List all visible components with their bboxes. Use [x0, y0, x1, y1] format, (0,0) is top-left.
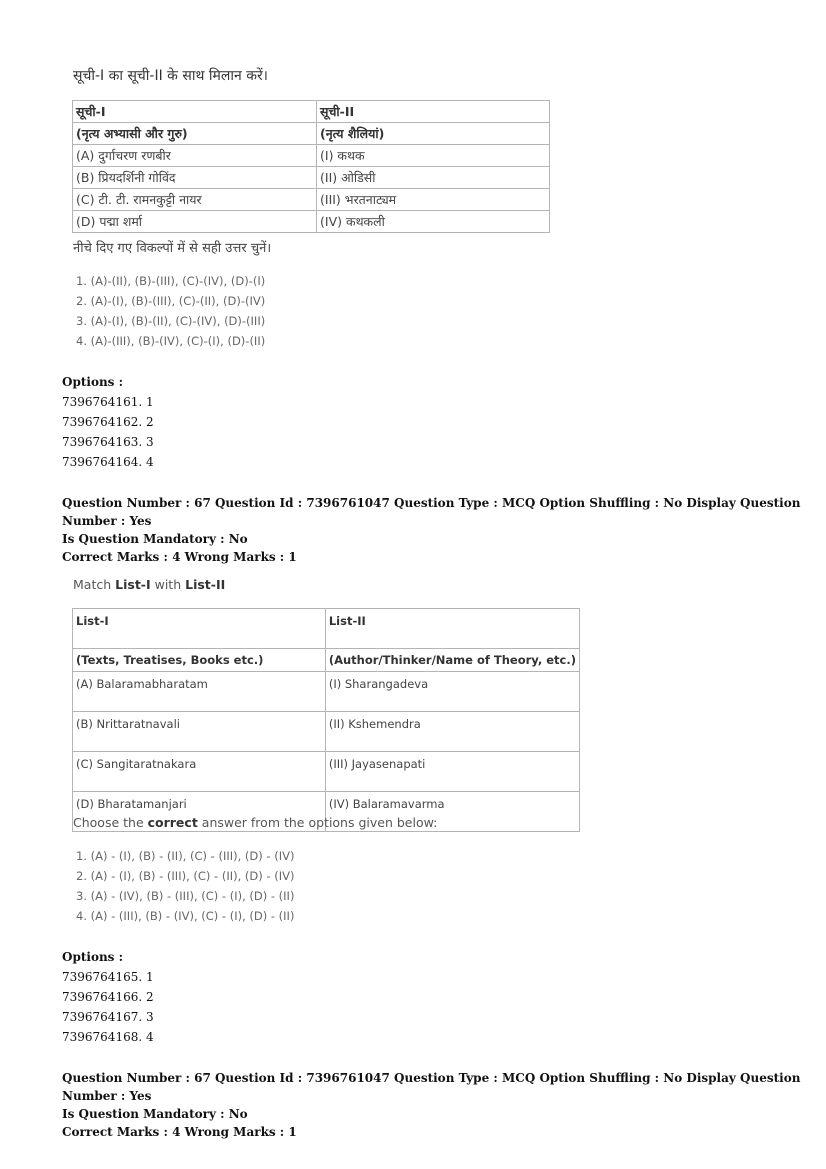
- table-cell: (III) Jayasenapati: [325, 752, 579, 792]
- instruction-emphasis: correct: [147, 815, 198, 830]
- table-row: [73, 145, 550, 167]
- question-2-title: [73, 577, 225, 592]
- question-meta-line: Question Number : 67 Question Id : 7396761047 Question Type : MCQ Option Shuffling : No Display Question Number : Yes: [62, 1071, 801, 1103]
- option-item: 7396764167. 3: [62, 1010, 154, 1024]
- table-header-cell: List-II: [325, 609, 579, 649]
- question-meta-line: Question Number : 67 Question Id : 7396761047 Question Type : MCQ Option Shuffling : No Display Question Number : Yes: [62, 496, 801, 528]
- table-cell: (C) Sangitaratnakara: [73, 752, 326, 792]
- option-item: 7396764164. 4: [62, 455, 154, 469]
- title-list-1: List-I: [115, 577, 151, 592]
- table-cell: (A) Balaramabharatam: [73, 672, 326, 712]
- table-cell: (B) Nrittaratnavali: [73, 712, 326, 752]
- options-label: Options :: [62, 375, 124, 389]
- table-cell: (I) कथक: [317, 145, 550, 167]
- title-text: with: [150, 577, 186, 592]
- question-2-match-table: [72, 608, 580, 832]
- table-subheader-cell: (नृत्य अभ्यासी और गुरु): [73, 123, 317, 145]
- choice-item: 2. (A) - (I), (B) - (III), (C) - (II), (D) - (IV): [76, 869, 295, 883]
- table-cell: (B) प्रियदर्शिनी गोविंद: [73, 167, 317, 189]
- table-cell: (III) भरतनाट्यम: [317, 189, 550, 211]
- option-item: 7396764168. 4: [62, 1030, 154, 1044]
- table-cell: (I) Sharangadeva: [325, 672, 579, 712]
- question-1-options: [62, 372, 154, 472]
- choice-item: 4. (A) - (III), (B) - (IV), (C) - (I), (D) - (II): [76, 909, 295, 923]
- title-text: Match: [73, 577, 116, 592]
- table-cell: (D) Bharatamanjari: [73, 792, 326, 832]
- question-2-instruction: [73, 815, 437, 830]
- option-item: 7396764166. 2: [62, 990, 154, 1004]
- question-meta-2: [62, 1069, 826, 1141]
- question-1-instruction: नीचे दिए गए विकल्पों में से सही उत्तर चुनें।: [73, 241, 272, 256]
- question-2-choices: [76, 846, 294, 926]
- question-meta-line: Is Question Mandatory : No: [62, 532, 248, 546]
- table-row: [73, 189, 550, 211]
- table-header-cell: सूची-II: [317, 101, 550, 123]
- option-item: 7396764161. 1: [62, 395, 154, 409]
- table-header-cell: List-I: [73, 609, 326, 649]
- question-1-choices: [76, 271, 265, 351]
- table-header-cell: सूची-I: [73, 101, 317, 123]
- table-row: [73, 167, 550, 189]
- instruction-text: Choose the: [73, 815, 148, 830]
- question-1-title: सूची-I का सूची-II के साथ मिलान करें।: [73, 68, 268, 84]
- choice-item: 2. (A)-(I), (B)-(III), (C)-(II), (D)-(IV): [76, 294, 266, 308]
- table-cell: (IV) Balaramavarma: [325, 792, 579, 832]
- table-row: [73, 211, 550, 233]
- table-cell: (IV) कथकली: [317, 211, 550, 233]
- choice-item: 3. (A)-(I), (B)-(II), (C)-(IV), (D)-(III): [76, 314, 266, 328]
- table-cell: (C) टी. टी. रामनकुट्टी नायर: [73, 189, 317, 211]
- option-item: 7396764163. 3: [62, 435, 154, 449]
- choice-item: 3. (A) - (IV), (B) - (III), (C) - (I), (D) - (II): [76, 889, 295, 903]
- option-item: 7396764165. 1: [62, 970, 154, 984]
- question-meta-1: [62, 494, 826, 566]
- table-row: [73, 672, 580, 712]
- question-2-options: [62, 947, 154, 1047]
- option-item: 7396764162. 2: [62, 415, 154, 429]
- table-cell: (A) दुर्गाचरण रणबीर: [73, 145, 317, 167]
- options-label: Options :: [62, 950, 124, 964]
- choice-item: 4. (A)-(III), (B)-(IV), (C)-(I), (D)-(II): [76, 334, 266, 348]
- question-meta-line: Correct Marks : 4 Wrong Marks : 1: [62, 550, 297, 564]
- table-subheader-cell: (नृत्य शैलियां): [317, 123, 550, 145]
- choice-item: 1. (A)-(II), (B)-(III), (C)-(IV), (D)-(I): [76, 274, 266, 288]
- title-list-2: List-II: [185, 577, 226, 592]
- question-meta-line: Correct Marks : 4 Wrong Marks : 1: [62, 1125, 297, 1139]
- table-cell: (II) ओडिसी: [317, 167, 550, 189]
- table-subheader-cell: (Texts, Treatises, Books etc.): [73, 649, 326, 672]
- table-cell: (D) पद्मा शर्मा: [73, 211, 317, 233]
- instruction-text: answer from the options given below:: [197, 815, 438, 830]
- table-row: [73, 752, 580, 792]
- table-subheader-cell: (Author/Thinker/Name of Theory, etc.): [325, 649, 579, 672]
- question-1-match-table: [72, 100, 550, 233]
- table-row: [73, 712, 580, 752]
- table-cell: (II) Kshemendra: [325, 712, 579, 752]
- question-meta-line: Is Question Mandatory : No: [62, 1107, 248, 1121]
- choice-item: 1. (A) - (I), (B) - (II), (C) - (III), (D) - (IV): [76, 849, 295, 863]
